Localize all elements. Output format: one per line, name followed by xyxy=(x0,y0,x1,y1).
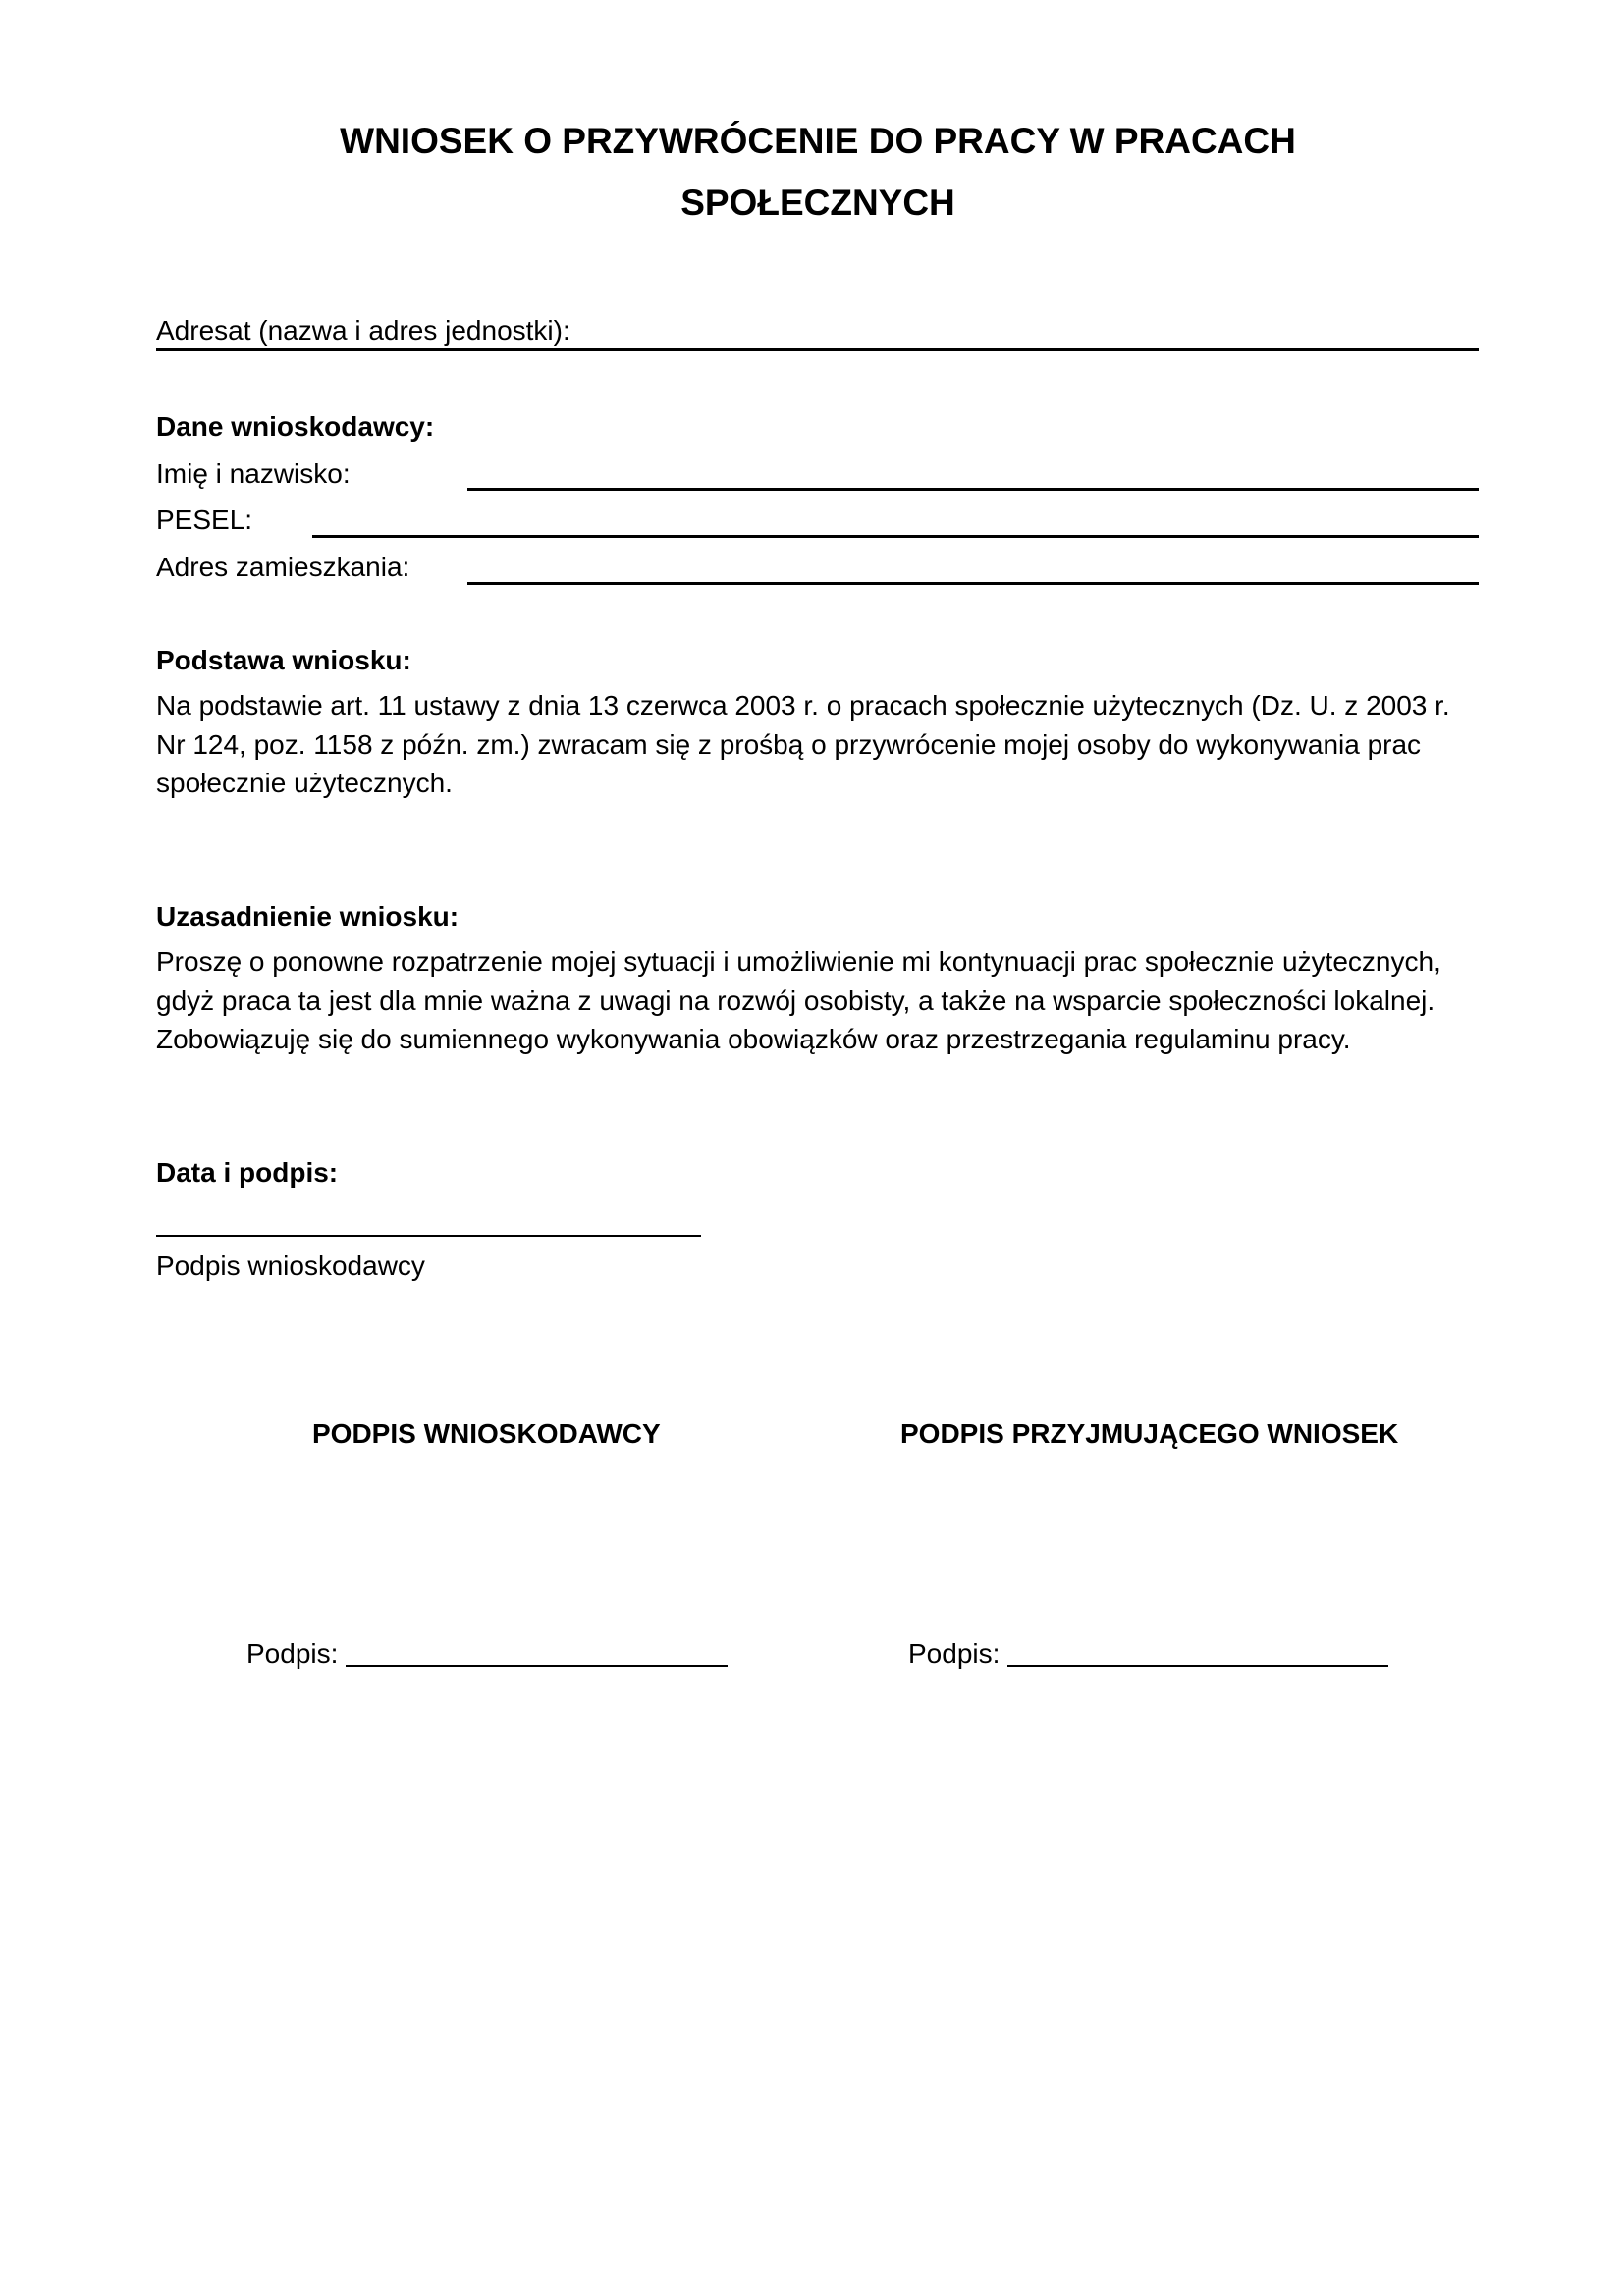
justification-line-1: Proszę o ponowne rozpatrzenie mojej sytuacji i umożliwienie mi kontynuacji prac społecznie użytecznych, xyxy=(156,946,1441,977)
addressee-field-line[interactable] xyxy=(156,348,1479,351)
justification-paragraph xyxy=(156,942,1491,1059)
date-signature-heading: Data i podpis: xyxy=(156,1157,339,1188)
basis-line-2: Nr 124, poz. 1158 z późn. zm.) zwracam się z prośbą o przywrócenie mojej osoby do wykonywania prac xyxy=(156,728,1422,760)
right-signature-line[interactable] xyxy=(1007,1665,1388,1667)
addressee-label: Adresat (nazwa i adres jednostki): xyxy=(156,315,570,346)
document-title-line-2: SPOŁECZNYCH xyxy=(680,183,955,223)
basis-line-3: społecznie użytecznych. xyxy=(156,768,453,798)
pesel-field-line[interactable] xyxy=(312,535,1479,538)
left-signature-label: Podpis: xyxy=(246,1638,339,1669)
justification-line-2: gdyż praca ta jest dla mnie ważna z uwagi na rozwój osobisty, a także na wsparcie społeczności lokalnej. xyxy=(156,985,1435,1016)
address-label: Adres zamieszkania: xyxy=(156,552,410,582)
address-field-line[interactable] xyxy=(467,582,1479,585)
left-signature-line[interactable] xyxy=(346,1665,728,1667)
basis-heading: Podstawa wniosku: xyxy=(156,645,411,675)
right-signature-heading: PODPIS PRZYJMUJĄCEGO WNIOSEK xyxy=(900,1418,1399,1449)
applicant-signature-line[interactable] xyxy=(156,1235,701,1237)
left-signature-heading: PODPIS WNIOSKODAWCY xyxy=(312,1418,661,1449)
justification-heading: Uzasadnienie wniosku: xyxy=(156,901,460,932)
pesel-label: PESEL: xyxy=(156,505,253,535)
name-field-line[interactable] xyxy=(467,488,1479,491)
name-label: Imię i nazwisko: xyxy=(156,458,351,489)
justification-line-3: Zobowiązuję się do sumiennego wykonywania obowiązków oraz przestrzegania regulaminu pracy. xyxy=(156,1024,1351,1054)
applicant-signature-caption: Podpis wnioskodawcy xyxy=(156,1251,425,1281)
basis-paragraph xyxy=(156,686,1491,803)
basis-line-1: Na podstawie art. 11 ustawy z dnia 13 czerwca 2003 r. o pracach społecznie użytecznych (Dz. U. z 2003 r. xyxy=(156,690,1450,721)
applicant-heading: Dane wnioskodawcy: xyxy=(156,411,435,442)
document-title-line-1: WNIOSEK O PRZYWRÓCENIE DO PRACY W PRACACH xyxy=(340,121,1296,161)
right-signature-label: Podpis: xyxy=(908,1638,1001,1669)
